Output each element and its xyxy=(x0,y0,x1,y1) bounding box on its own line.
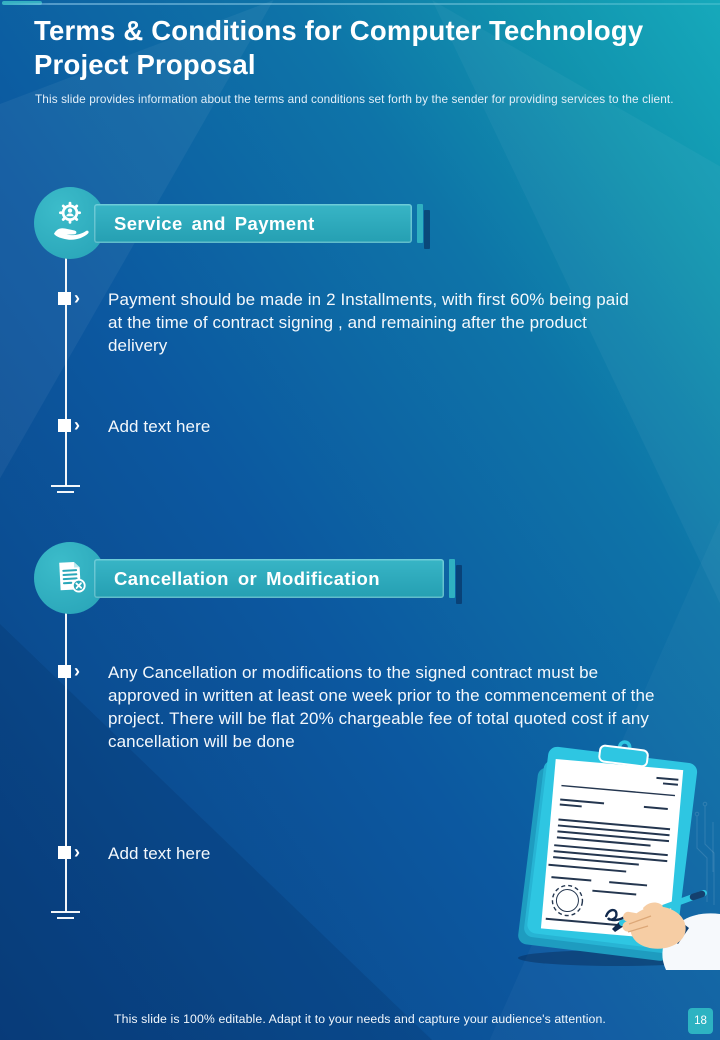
timeline-endcap xyxy=(51,485,80,487)
page-subtitle: This slide provides information about the terms and conditions set forth by the sender for providing services to the client. xyxy=(35,92,674,106)
contract-signing-illustration xyxy=(500,730,720,970)
bullet-marker xyxy=(58,292,71,305)
bullet-chevron-icon: › xyxy=(74,842,80,862)
section-banner-service: Service and Payment xyxy=(94,204,412,243)
banner-endcap-shadow xyxy=(424,210,430,249)
banner-endcap xyxy=(449,559,455,598)
timeline-endcap xyxy=(57,491,74,493)
page-title: Terms & Conditions for Computer Technology Project Proposal xyxy=(34,15,644,81)
bullet-marker xyxy=(58,665,71,678)
bullet-marker xyxy=(58,419,71,432)
bullet-text-cancellation: Any Cancellation or modifications to the signed contract must be approved in written at least one week prior to the commencement of the project. There will be flat 20% chargeable fee of total quoted cost if any cancellation will be done xyxy=(108,663,655,751)
section-banner-cancellation: Cancellation or Modification xyxy=(94,559,444,598)
footer-note: This slide is 100% editable. Adapt it to your needs and capture your audience's attention. xyxy=(114,1012,606,1026)
bullet-text-placeholder: Add text here xyxy=(108,417,211,436)
timeline-endcap xyxy=(57,917,74,919)
page-number-badge: 18 xyxy=(688,1008,713,1034)
bullet-text-payment: Payment should be made in 2 Installments, with first 60% being paid at the time of contract signing , and remaining after the product delivery xyxy=(108,290,629,355)
bullet-chevron-icon: › xyxy=(74,661,80,681)
timeline-line xyxy=(65,612,67,912)
banner-endcap-shadow xyxy=(456,565,462,604)
banner-endcap xyxy=(417,204,423,243)
hand-gear-service-icon xyxy=(48,199,92,248)
bullet-marker xyxy=(58,846,71,859)
top-accent-line xyxy=(0,3,720,5)
document-cancellation-icon xyxy=(48,554,92,603)
bullet-chevron-icon: › xyxy=(74,288,80,308)
bullet-text-placeholder: Add text here xyxy=(108,844,211,863)
bullet-chevron-icon: › xyxy=(74,415,80,435)
timeline-endcap xyxy=(51,911,80,913)
